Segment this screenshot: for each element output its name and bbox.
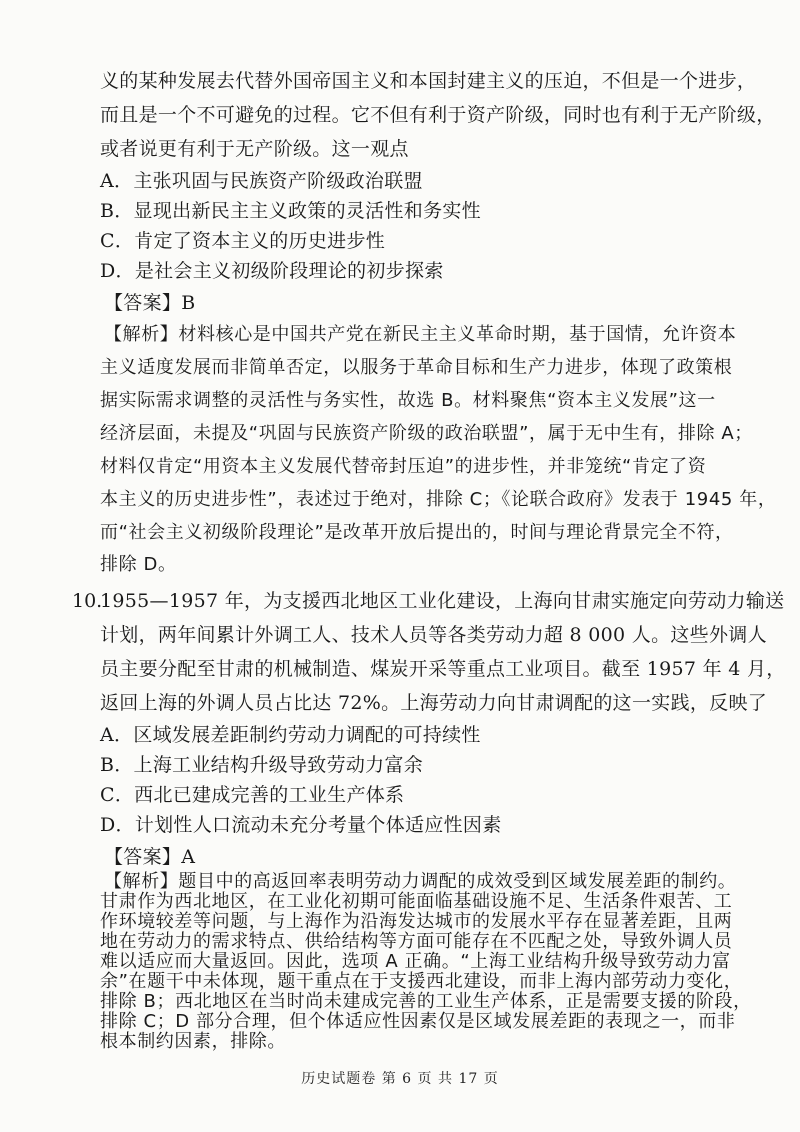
q10-stem-line: 1955—1957 年，为支援西北地区工业化建设，上海向甘肃实施定向劳动力输送 xyxy=(100,590,785,612)
q10-analysis-line: 排除 B；西北地区在当时尚未建成完善的工业生产体系，正是需要支援的阶段， xyxy=(100,991,752,1012)
q9-option-c: C．肯定了资本主义的历史进步性 xyxy=(100,230,386,252)
q10-analysis-line: 【解析】题目中的高返回率表明劳动力调配的成效受到区域发展差距的制约。 xyxy=(104,871,737,892)
q9-option-a: A．主张巩固与民族资产阶级政治联盟 xyxy=(100,170,423,192)
q10-analysis-line: 根本制约因素，排除。 xyxy=(100,1031,286,1052)
q10-analysis-line: 甘肃作为西北地区，在工业化初期可能面临基础设施不足、生活条件艰苦、工 xyxy=(100,891,733,912)
page-footer: 历史试题卷 第 6 页 共 17 页 xyxy=(301,1071,499,1087)
q9-stem-line: 或者说更有利于无产阶级。这一观点 xyxy=(100,138,409,160)
q10-option-b: B．上海工业结构升级导致劳动力富余 xyxy=(100,754,424,776)
q10-analysis-line: 作环境较差等问题，与上海作为沿海发达城市的发展水平存在显著差距，且两 xyxy=(100,911,733,932)
q10-stem-line: 返回上海的外调人员占比达 72%。上海劳动力向甘肃调配的这一实践，反映了 xyxy=(100,692,768,714)
q9-analysis-line: 据实际需求调整的灵活性与务实性，故选 B。材料聚焦“资本主义发展”这一 xyxy=(100,390,716,411)
q10-analysis-line: 排除 C；D 部分合理，但个体适应性因素仅是区域发展差距的表现之一，而非 xyxy=(100,1011,736,1032)
q9-stem-line: 义的某种发展去代替外国帝国主义和本国封建主义的压迫，不但是一个进步， xyxy=(100,70,757,92)
q9-answer: 【答案】B xyxy=(104,292,196,314)
q10-analysis-line: 余”在题干中未体现，题干重点在于支援西北建设，而非上海内部劳动力变化， xyxy=(100,971,743,992)
q9-analysis-line: 主义适度发展而非简单否定，以服务于革命目标和生产力进步，体现了政策根 xyxy=(100,357,733,378)
q9-analysis-line: 经济层面，未提及“巩固与民族资产阶级的政治联盟”，属于无中生有，排除 A； xyxy=(100,423,753,444)
q9-analysis-line: 本主义的历史进步性”，表述过于绝对，排除 C；《论联合政府》发表于 1945 年， xyxy=(100,489,777,510)
q10-option-a: A．区域发展差距制约劳动力调配的可持续性 xyxy=(100,724,481,746)
q9-analysis-line: 材料仅肯定“用资本主义发展代替帝封压迫”的进步性，并非笼统“肯定了资 xyxy=(100,456,707,477)
q10-stem-line: 计划，两年间累计外调工人、技术人员等各类劳动力超 8 000 人。这些外调人 xyxy=(100,624,767,646)
q9-option-d: D．是社会主义初级阶段理论的初步探索 xyxy=(100,260,444,282)
q10-number: 10. xyxy=(72,590,103,612)
q9-analysis-line: 【解析】材料核心是中国共产党在新民主主义革命时期，基于国情，允许资本 xyxy=(104,324,737,345)
q9-stem-line: 而且是一个不可避免的过程。它不但有利于资产阶级，同时也有利于无产阶级， xyxy=(100,104,776,126)
q9-analysis-line: 排除 D。 xyxy=(100,554,177,575)
q10-stem-line: 员主要分配至甘肃的机械制造、煤炭开采等重点工业项目。截至 1957 年 4 月， xyxy=(100,658,786,680)
q10-analysis-line: 难以适应而大量返回。因此，选项 A 正确。“上海工业结构升级导致劳动力富 xyxy=(100,951,731,972)
q10-option-c: C．西北已建成完善的工业生产体系 xyxy=(100,784,405,806)
q9-analysis-line: 而“社会主义初级阶段理论”是改革开放后提出的，时间与理论背景完全不符， xyxy=(100,522,734,543)
q10-analysis-line: 地在劳动力的需求特点、供给结构等方面可能存在不匹配之处，导致外调人员 xyxy=(100,931,733,952)
q10-option-d: D．计划性人口流动未充分考量个体适应性因素 xyxy=(100,814,502,836)
q10-answer: 【答案】A xyxy=(104,846,196,868)
q9-option-b: B．显现出新民主主义政策的灵活性和务实性 xyxy=(100,200,481,222)
